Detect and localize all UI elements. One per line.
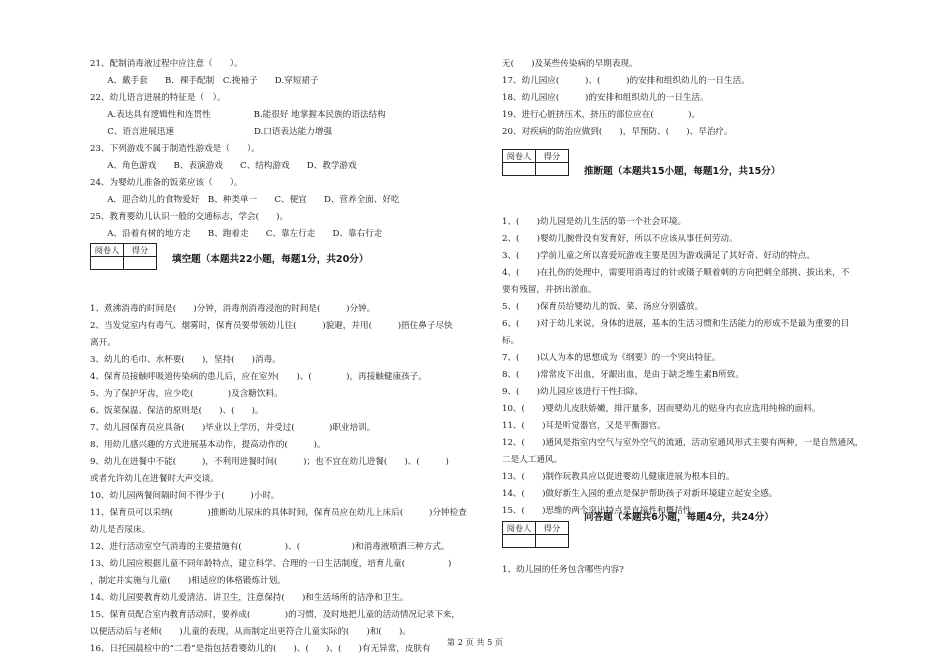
question-line: 4、保育员接触呼吸道传染病的患儿后，应在室外( )、( )，再接触健康孩子。	[90, 372, 427, 382]
question-line: 6、饭菜保温、保洁的原则是( )、( )。	[90, 406, 264, 416]
question-line: 5、为了保护牙齿，应少吃( )及含糖饮料。	[90, 389, 283, 399]
question-line: 离开。	[90, 338, 116, 348]
question-line: 二是人工通风。	[502, 455, 563, 465]
question-line: 14、幼儿园要教育幼儿爱清洁、讲卫生，注意保持( )和生活场所的洁净和卫生。	[90, 593, 409, 603]
question-line: 7、幼儿园保育员应具备( )毕业以上学历，并受过( )职业培训。	[90, 423, 376, 433]
question-line: 23、下列游戏不属于制造性游戏是（ ）。	[90, 144, 260, 154]
question-line: 13、幼儿园应根据儿童不同年龄特点，建立科学、合理的一日生活制度，培育儿童( )	[90, 559, 452, 569]
question-line: 3、( )学前儿童之所以喜爱玩游戏主要是因为游戏满足了其好奇、好动的特点。	[502, 251, 815, 261]
question-line: A、沿着有树的地方走 B、跑着走 C、靠左行走 D、靠右行走	[90, 229, 383, 239]
score-cell[interactable]	[536, 535, 569, 548]
question-line: 22、幼儿语言进展的特征是（ ）。	[90, 93, 226, 103]
question-line: 11、( )耳是听觉器官，又是平衡器官。	[502, 421, 666, 431]
question-line: 17、幼儿园应( )、( )的安排和组织幼儿的一日生活。	[502, 76, 750, 86]
question-line: 9、幼儿在进餐中不能( )，不利用进餐时间( )；也不宜在幼儿进餐( )、( )	[90, 457, 449, 467]
question-line: 20、对疾病的防治应做到( )，早预防、( )、早治疗。	[502, 127, 733, 137]
question-line: 25、教育婴幼儿认识一般的交通标志，学会( )。	[90, 212, 289, 222]
question-line: 1、( )幼儿园是幼儿生活的第一个社会环境。	[502, 217, 687, 227]
question-line: 16、日托园晨检中的“二看”是指包括看婴幼儿的( )、( )、( )有无异常，皮肤有	[90, 644, 431, 654]
question-line: 以便活动后与老师( )儿童的表现，从而制定出更符合儿童实际的( )和( )。	[90, 627, 411, 637]
question-line: 5、( )保育员给婴幼儿的饭、菜、汤应分别盛放。	[502, 302, 704, 312]
page-number: 第 2 页 共 5 页	[446, 637, 504, 647]
score-label: 得分	[536, 150, 569, 163]
score-box	[502, 149, 569, 176]
question-line: ，制定并实施与儿童( )相适应的体格锻炼计划。	[90, 576, 286, 586]
section-title-fill: 填空题（本题共22小题，每题1分，共20分）	[172, 254, 369, 265]
question-line: A.表达具有逻辑性和连贯性 B.能很好 地掌握本民族的语法结构	[90, 110, 386, 120]
reviewer-label: 阅卷人	[91, 244, 124, 257]
question-line: 1、幼儿园的任务包含哪些内容?	[502, 565, 624, 575]
question-line: 8、用幼儿感兴趣的方式进展基本动作，提高动作的( )。	[90, 440, 326, 450]
question-line: 11、保育员可以采纳( )推断幼儿尿床的具体时间，保育员应在幼儿上床后( )分钟检查	[90, 508, 467, 518]
question-line: 9、( )幼儿园应该进行干性扫除。	[502, 387, 644, 397]
question-line: 要有残留，并挤出淤血。	[502, 285, 597, 295]
question-line: A、角色游戏 B、表演游戏 C、结构游戏 D、教学游戏	[90, 161, 357, 171]
question-line: 19、进行心脏挤压术，挤压的部位应在( )。	[502, 110, 701, 120]
score-label: 得分	[124, 244, 157, 257]
question-line: 无( )及某些传染病的早期表现。	[502, 59, 638, 69]
reviewer-label: 阅卷人	[503, 522, 536, 535]
question-line: 4、( )在扎伤的处理中，需要用消毒过的针或镊子顺着刺的方向把刺全部挑、拔出来，不	[502, 268, 850, 278]
question-line: 13、( )制作玩教具应以促进婴幼儿健康进展为根本目的。	[502, 472, 735, 482]
question-line: 15、保育员配合室内教育活动时，要养成( )的习惯，及时地把儿童的活动情况记录下来，	[90, 610, 460, 620]
question-line: A、戴手套 B．裸手配制 C.挽袖子 D.穿短裙子	[90, 76, 319, 86]
question-line: 10、( )婴幼儿皮肤娇嫩，排汗量多，因而婴幼儿的贴身内衣应选用纯棉的面料。	[502, 404, 821, 414]
question-line: 14、( )做好新生入园的重点是保护帮助孩子对新环境建立起安全感。	[502, 489, 778, 499]
reviewer-label: 阅卷人	[503, 150, 536, 163]
question-line: 2、( )婴幼儿腕骨没有发育好，所以不应该从事任何劳动。	[502, 234, 738, 244]
section-title-judge: 推断题（本题共15小题，每题1分，共15分）	[584, 166, 781, 177]
question-line: 幼儿是否尿床。	[90, 525, 151, 535]
question-line: 或者允许幼儿在进餐时大声交谈。	[90, 474, 219, 484]
score-label: 得分	[536, 522, 569, 535]
question-line: A．迎合幼儿的食物爱好 B、种类单一 C、便宜 D、营养全面、好吃	[90, 195, 400, 205]
question-line: 21、配制消毒液过程中应注意（ ）。	[90, 59, 243, 69]
question-line: 1、煮沸消毒的时间是( )分钟，消毒剂消毒浸泡的时间是( )分钟。	[90, 304, 376, 314]
question-line: 8、( )常常皮下出血，牙龈出血，是由于缺乏维生素B所致。	[502, 370, 744, 380]
question-line: 12、( )通风是指室内空气与室外空气的流通，活动室通风形式主要有两种，一是自然通风，	[502, 438, 864, 448]
question-line: 2、当发觉室内有毒气、烟雾时，保育员要带领幼儿往( )貌避，并用( )捂住鼻子尽快	[90, 321, 453, 331]
question-line: 6、( )对于幼儿来说，身体的进展，基本的生活习惯和生活能力的形成不是最为重要的目	[502, 319, 850, 329]
question-line: 18、幼儿园应( )的安排和组织幼儿的一日生活。	[502, 93, 709, 103]
question-line: 15、( )思维的两个突出特点是直接性和概括性。	[502, 506, 701, 516]
question-line: 标。	[502, 336, 520, 346]
question-line: 12、进行活动室空气消毒的主要措施有( )、( )和消毒液喷洒三种方式。	[90, 542, 450, 552]
question-line: 3、幼儿的毛巾、水杯要( )，坚持( )消毒。	[90, 355, 281, 365]
score-cell[interactable]	[536, 163, 569, 176]
question-line: 24、为婴幼儿准备的饭菜应该（ ）。	[90, 178, 243, 188]
section-title-qa: 问答题（本题共6小题，每题4分，共24分）	[584, 512, 774, 523]
score-box	[502, 521, 569, 548]
question-line: 7、( )以人为本的思想成为《纲要》的一个突出特征。	[502, 353, 721, 363]
question-line: 10、幼儿园两餐间隔时间不得少于( )小时。	[90, 491, 280, 501]
reviewer-cell[interactable]	[503, 163, 536, 176]
question-line: C、语言进展迅速 D.口语表达能力增强	[90, 127, 333, 137]
reviewer-cell[interactable]	[503, 535, 536, 548]
